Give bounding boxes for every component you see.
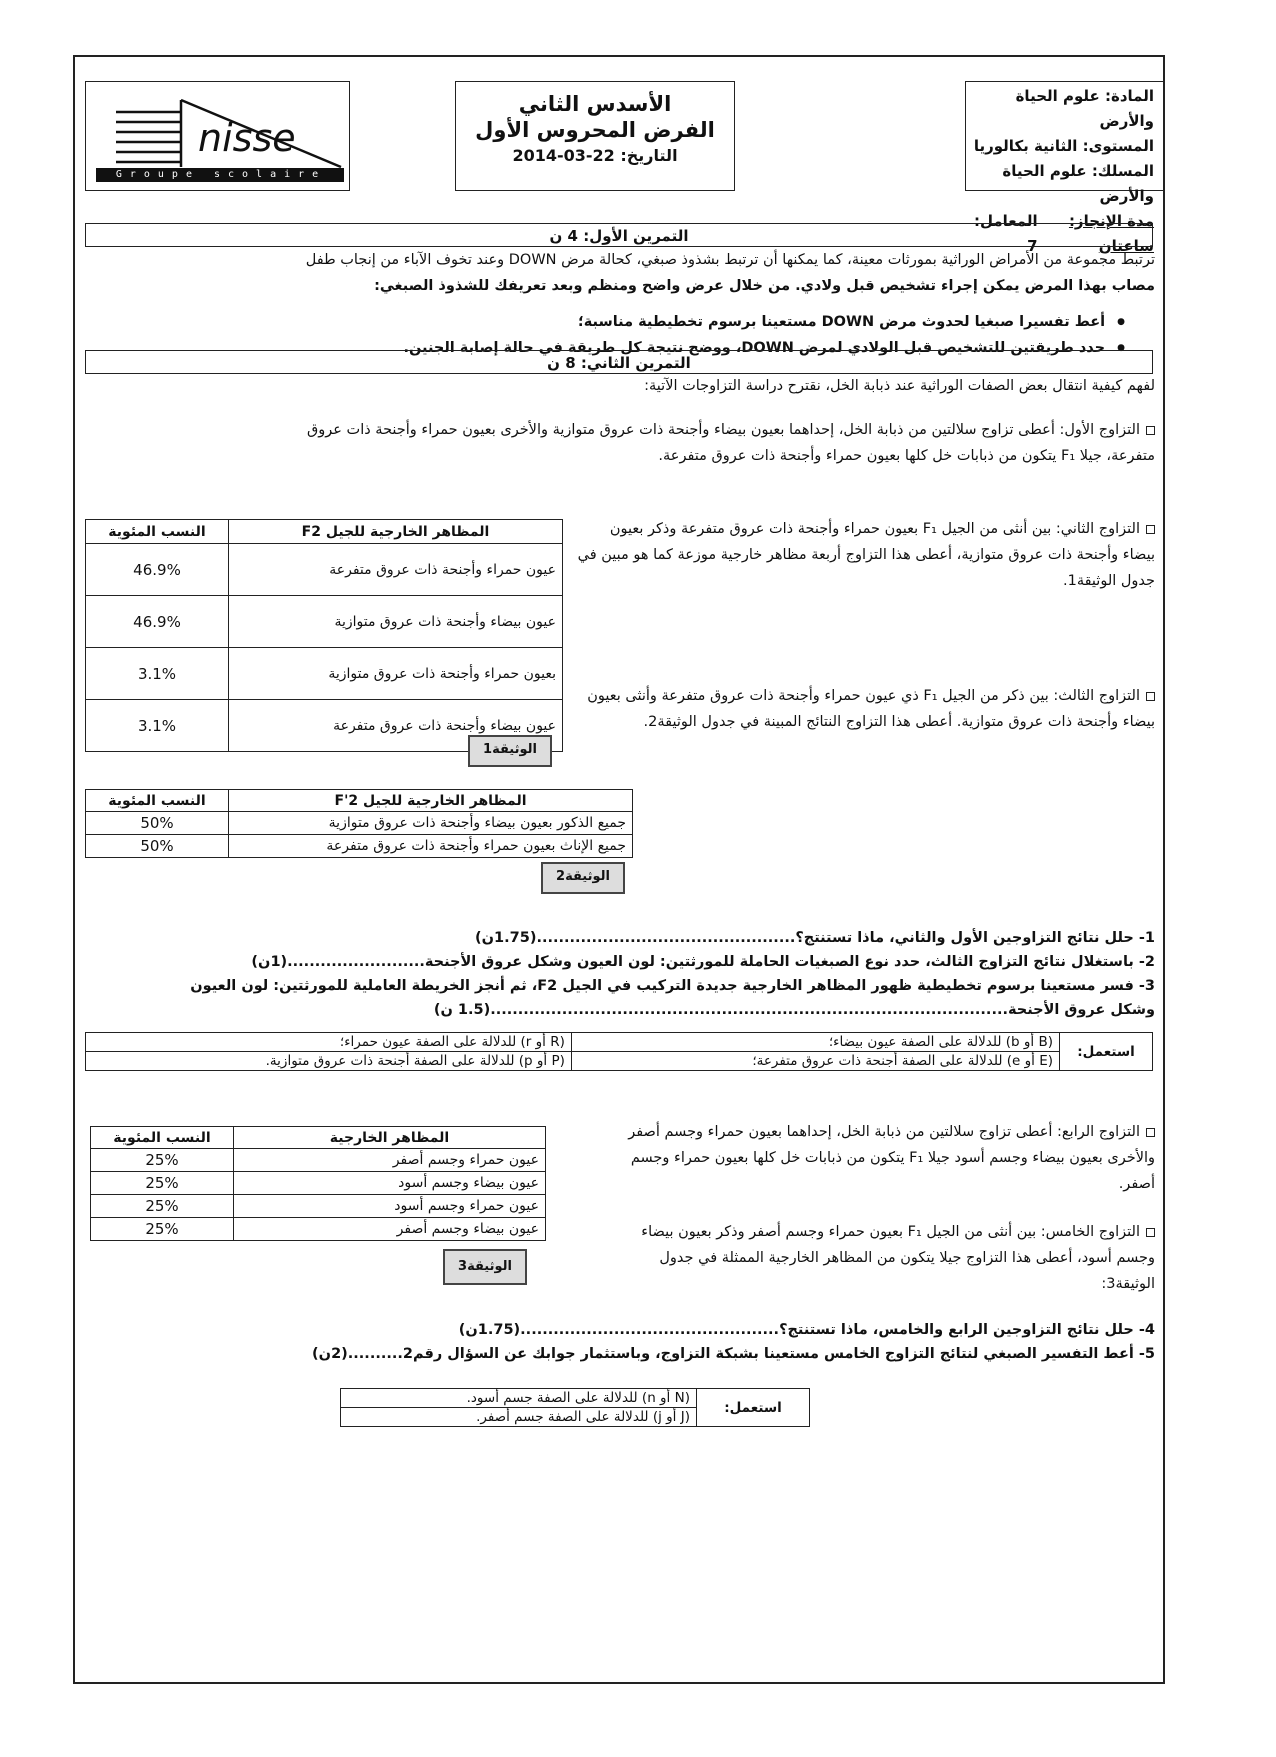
notation-1-c: (E أو e) للدلالة على الصفة أجنحة ذات عروق متفرعة؛ <box>571 1052 1059 1071</box>
square-bullet-icon <box>1146 525 1155 534</box>
cross-1-line2: متفرعة، جيلا F₁ يتكون من ذبابات خل كلها بعيون حمراء وأجنحة ذات عروق متفرعة. <box>658 448 1155 464</box>
notation-2-b: (J أو j) للدلالة على الصفة جسم أصفر. <box>341 1408 697 1427</box>
t3-percent: 25% <box>91 1149 234 1172</box>
school-logo <box>85 81 350 191</box>
logo-subtitle: Groupe scolaire <box>115 169 327 180</box>
cross-5-text: التزاوج الخامس: بين أنثى من الجيل F₁ بعيون حمراء وجسم أصفر وذكر بعيون بيضاء وجسم أسود، أعطى هذا التزاوج جيلا يتكون من المظاهر الخارجية الممثلة في جدول الوثيقة3: <box>641 1224 1155 1292</box>
table-row <box>86 835 633 858</box>
t2-header-phenotype: المظاهر الخارجية للجيل F'2 <box>229 790 633 812</box>
level: المستوى: الثانية بكالوريا <box>973 137 1154 155</box>
document-1-table <box>85 519 563 752</box>
t2-header-percent: النسب المئوية <box>86 790 229 812</box>
exam-page <box>73 55 1165 1684</box>
table-row <box>86 544 563 596</box>
exercise-1-intro <box>83 247 1155 361</box>
t3-phenotype: عيون حمراء وجسم أصفر <box>234 1149 546 1172</box>
cross-3-text: التزاوج الثالث: بين ذكر من الجيل F₁ ذي عيون حمراء وأجنحة ذات عروق متفرعة وأنثى بعيون بيضاء وأجنحة ذات عروق متوازية. أعطى هذا التزاوج النتائج المبينة في جدول الوثيقة2. <box>587 688 1155 730</box>
cross-1 <box>83 417 1155 469</box>
t1-percent: 3.1% <box>86 700 229 752</box>
question-2: 2- باستغلال نتائج التزاوج الثالث، حدد نوع الصبغيات الحاملة للمورثتين: لون العيون وشكل عروق الأجنحة.........................(1ن) <box>251 954 1155 970</box>
ex2-intro: لفهم كيفية انتقال بعض الصفات الوراثية عند ذبابة الخل، نقترح دراسة التزاوجات الآتية: <box>644 378 1155 394</box>
header-title-box <box>455 81 735 191</box>
table-row <box>91 1195 546 1218</box>
subject: المادة: علوم الحياة والأرض <box>1015 87 1154 130</box>
table-row <box>86 648 563 700</box>
exercise-2-title: التمرين الثاني: 8 ن <box>85 350 1153 374</box>
ex1-intro-line1: ترتبط مجموعة من الأمراض الوراثية بمورثات معينة، كما يمكنها أن ترتبط بشذوذ صبغي، كحالة مرض DOWN وعند تخوف الآباء من إنجاب طفل <box>305 252 1155 268</box>
t1-phenotype: عيون بيضاء وأجنحة ذات عروق متوازية <box>229 596 563 648</box>
logo-name: nisse <box>198 116 296 160</box>
t1-header-phenotype: المظاهر الخارجية للجيل F2 <box>229 520 563 544</box>
cross-5 <box>605 1219 1155 1297</box>
coefficient: المعامل: 7 <box>973 212 1038 255</box>
ex1-bullet-1 <box>83 309 1155 335</box>
cross-4 <box>605 1119 1155 1197</box>
table-row <box>91 1149 546 1172</box>
cross-2 <box>575 516 1155 594</box>
t3-percent: 25% <box>91 1218 234 1241</box>
t3-phenotype: عيون بيضاء وجسم أصفر <box>234 1218 546 1241</box>
cross-1-line1: التزاوج الأول: أعطى تزاوج سلالتين من ذبابة الخل، إحداهما بعيون بيضاء وأجنحة ذات عروق متوازية والأخرى بعيون حمراء وأجنحة ذات عروق <box>307 422 1140 438</box>
track: المسلك: علوم الحياة والأرض <box>1002 162 1154 205</box>
t1-percent: 46.9% <box>86 596 229 648</box>
document-2-table <box>85 789 633 858</box>
document-1-label: الوثيقة1 <box>468 735 552 767</box>
notation-1-label: استعمل: <box>1060 1033 1153 1071</box>
notation-2-label: استعمل: <box>697 1389 810 1427</box>
document-3-label: الوثيقة3 <box>443 1249 527 1285</box>
notation-1-d: (P أو p) للدلالة على الصفة أجنحة ذات عروق متوازية. <box>86 1052 572 1071</box>
cross-4-text: التزاوج الرابع: أعطى تزاوج سلالتين من ذبابة الخل، إحداهما بعيون حمراء وجسم أصفر والأخرى بعيون بيضاء وجسم أسود جيلا F₁ يتكون من ذبابات خل كلها بعيون حمراء وجسم أصفر. <box>628 1124 1155 1192</box>
ex1-bullet-2-text: حدد طريقتين للتشخيص قبل الولادي لمرض DOWN، ووضح نتيجة كل طريقة في حالة إصابة الجنين. <box>403 340 1106 356</box>
questions-4-5 <box>83 1318 1155 1366</box>
ex1-bullet-1-text: أعط تفسيرا صبغيا لحدوث مرض DOWN مستعينا برسوم تخطيطية مناسبة؛ <box>577 314 1106 330</box>
t3-percent: 25% <box>91 1172 234 1195</box>
t2-percent: 50% <box>86 835 229 858</box>
table-row <box>86 596 563 648</box>
notation-table-2 <box>340 1388 810 1427</box>
t1-percent: 46.9% <box>86 544 229 596</box>
t2-phenotype: جميع الذكور بعيون بيضاء وأجنحة ذات عروق متوازية <box>229 812 633 835</box>
t1-percent: 3.1% <box>86 648 229 700</box>
question-4: 4- حلل نتائج التزاوجين الرابع والخامس، ماذا تستنتج؟...............................................(1.75ن) <box>458 1322 1155 1338</box>
question-1: 1- حلل نتائج التزاوجين الأول والثاني، ماذا تستنتج؟...............................................(1.75ن) <box>475 930 1155 946</box>
t3-header-percent: النسب المئوية <box>91 1127 234 1149</box>
notation-1-b: (R أو r) للدلالة على الصفة عيون حمراء؛ <box>86 1033 572 1052</box>
t3-percent: 25% <box>91 1195 234 1218</box>
table-row <box>91 1218 546 1241</box>
question-3-cont: وشكل عروق الأجنحة..............................................................................................(1.5 ن) <box>433 1002 1155 1018</box>
cross-3 <box>575 683 1155 735</box>
t1-header-percent: النسب المئوية <box>86 520 229 544</box>
semester: الأسدس الثاني <box>518 92 672 116</box>
table-row <box>86 812 633 835</box>
duration: مدة الإنجاز: ساعتان <box>1068 212 1154 255</box>
t3-phenotype: عيون بيضاء وجسم أسود <box>234 1172 546 1195</box>
ex1-intro-line2: مصاب بهذا المرض يمكن إجراء تشخيص قبل ولادي. من خلال عرض واضح ومنظم وبعد تعريفك للشذوذ الصبغي: <box>374 278 1155 294</box>
exam-date: التاريخ: 22-03-2014 <box>512 146 678 165</box>
square-bullet-icon <box>1146 1228 1155 1237</box>
t3-phenotype: عيون حمراء وجسم أسود <box>234 1195 546 1218</box>
notation-2-a: (N أو n) للدلالة على الصفة جسم أسود. <box>341 1389 697 1408</box>
cross-2-text: التزاوج الثاني: بين أنثى من الجيل F₁ بعيون حمراء وأجنحة ذات عروق متفرعة وذكر بعيون بيضاء وأجنحة ذات عروق متوازية، أعطى هذا التزاوج أربعة مظاهر خارجية موزعة كما هو مبين في جدول الوثيقة1. <box>577 521 1155 589</box>
questions-1-3 <box>83 926 1155 1022</box>
t2-percent: 50% <box>86 812 229 835</box>
question-5: 5- أعط التفسير الصبغي لنتائج التزاوج الخامس مستعينا بشبكة التزاوج، وباستثمار جوابك عن السؤال رقم2..........(2ن) <box>312 1346 1155 1362</box>
t1-phenotype: عيون حمراء وأجنحة ذات عروق متفرعة <box>229 544 563 596</box>
square-bullet-icon <box>1146 1128 1155 1137</box>
question-3: 3- فسر مستعينا برسوم تخطيطية ظهور المظاهر الخارجية جديدة التركيب في الجيل F2، ثم أنجز الخريطة العاملية للمورثتين: لون العيون <box>190 978 1155 994</box>
t1-phenotype: بعيون حمراء وأجنحة ذات عروق متوازية <box>229 648 563 700</box>
notation-table-1 <box>85 1032 1153 1071</box>
square-bullet-icon <box>1146 426 1155 435</box>
t1-phenotype: عيون بيضاء وأجنحة ذات عروق متفرعة <box>229 700 563 752</box>
square-bullet-icon <box>1146 692 1155 701</box>
t2-phenotype: جميع الإناث بعيون حمراء وأجنحة ذات عروق متفرعة <box>229 835 633 858</box>
table-row <box>91 1172 546 1195</box>
exam-title: الفرض المحروس الأول <box>475 118 715 142</box>
document-3-table <box>90 1126 546 1241</box>
header-info-box <box>965 81 1165 255</box>
t3-header-phenotype: المظاهر الخارجية <box>234 1127 546 1149</box>
notation-1-a: (B أو b) للدلالة على الصفة عيون بيضاء؛ <box>571 1033 1059 1052</box>
document-2-label: الوثيقة2 <box>541 862 625 894</box>
exercise-1-title: التمرين الأول: 4 ن <box>85 223 1153 247</box>
